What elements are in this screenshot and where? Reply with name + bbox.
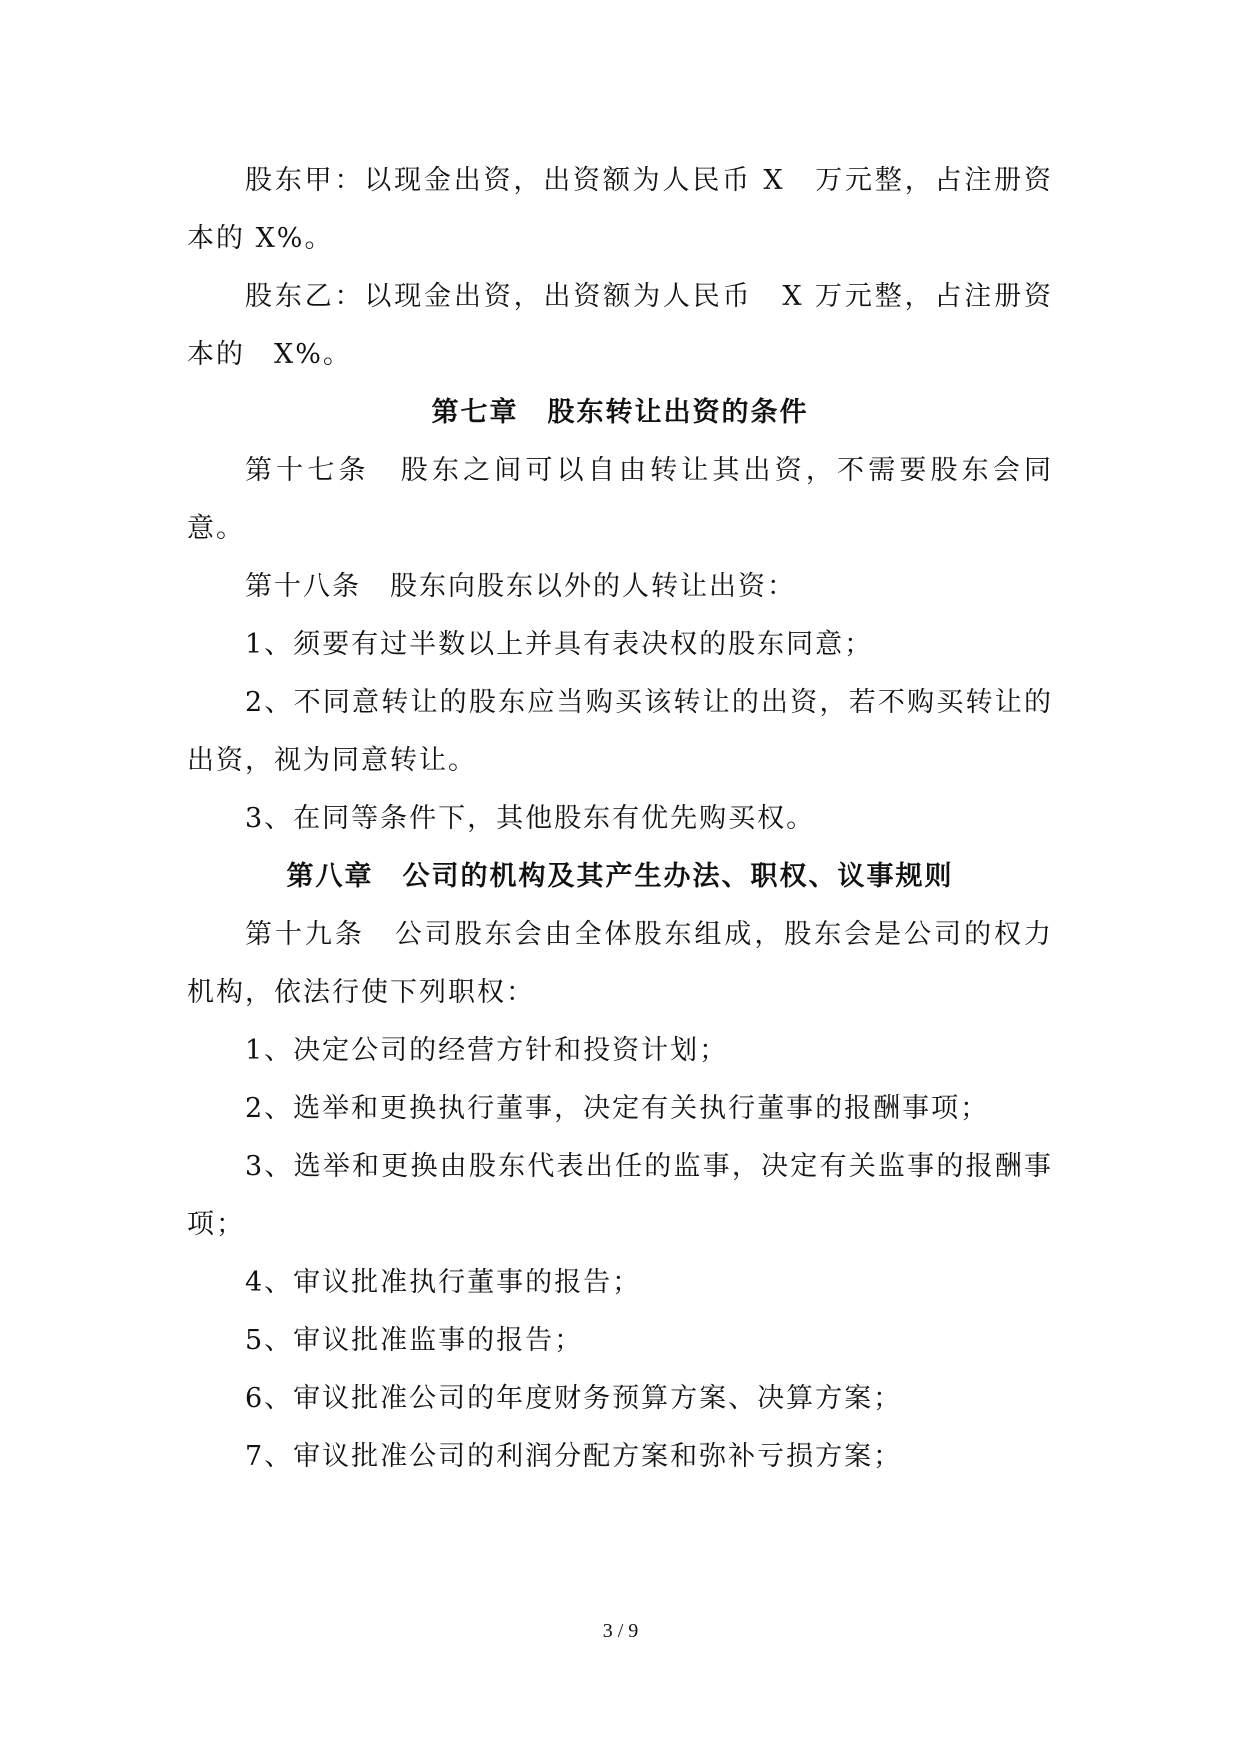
article-19-item-5: 5、审议批准监事的报告； bbox=[245, 1325, 584, 1356]
paragraph-shareholder-b: 股东乙：以现金出资，出资额为人民币 X 万元整，占注册资本的 X%。 bbox=[187, 281, 1053, 370]
article-19-item-1: 1、决定公司的经营方针和投资计划； bbox=[245, 1035, 729, 1066]
article-19-item-6: 6、审议批准公司的年度财务预算方案、决算方案； bbox=[245, 1383, 903, 1414]
chapter-8-heading: 第八章 公司的机构及其产生办法、职权、议事规则 bbox=[286, 861, 954, 892]
article-18-item-1: 1、须要有过半数以上并具有表决权的股东同意； bbox=[245, 629, 874, 660]
article-19-item-3: 3、选举和更换由股东代表出任的监事，决定有关监事的报酬事项； bbox=[187, 1151, 1053, 1240]
article-17: 第十七条 股东之间可以自由转让其出资，不需要股东会同意。 bbox=[187, 455, 1053, 544]
article-19-item-4: 4、审议批准执行董事的报告； bbox=[245, 1267, 642, 1298]
article-18-item-2: 2、不同意转让的股东应当购买该转让的出资，若不购买转让的出资，视为同意转让。 bbox=[187, 687, 1053, 776]
article-19: 第十九条 公司股东会由全体股东组成，股东会是公司的权力机构，依法行使下列职权： bbox=[187, 919, 1053, 1008]
page-number: 3 / 9 bbox=[602, 1620, 639, 1642]
article-18-item-3: 3、在同等条件下，其他股东有优先购买权。 bbox=[245, 803, 816, 834]
article-19-item-2: 2、选举和更换执行董事，决定有关执行董事的报酬事项； bbox=[245, 1093, 990, 1124]
chapter-7-heading: 第七章 股东转让出资的条件 bbox=[431, 397, 809, 428]
paragraph-shareholder-a: 股东甲：以现金出资，出资额为人民币 X 万元整，占注册资本的 X%。 bbox=[187, 165, 1053, 254]
article-19-item-7: 7、审议批准公司的利润分配方案和弥补亏损方案； bbox=[245, 1441, 903, 1472]
article-18: 第十八条 股东向股东以外的人转让出资： bbox=[245, 571, 796, 602]
document-body bbox=[187, 152, 1053, 1486]
